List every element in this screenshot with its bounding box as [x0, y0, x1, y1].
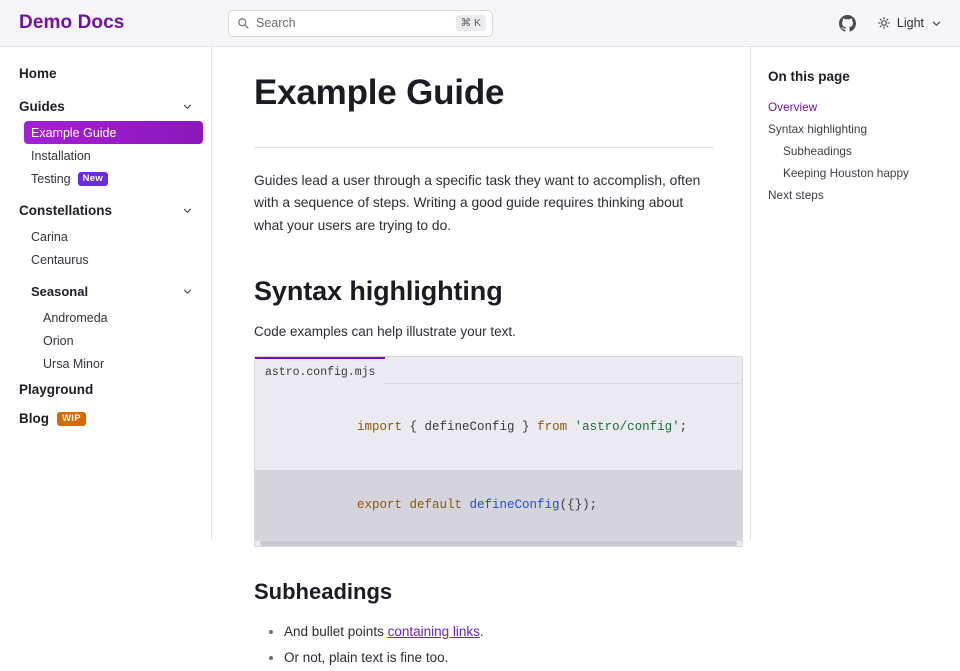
list-item-text: And bullet points	[284, 623, 388, 639]
syntax-paragraph: Code examples can help illustrate your text.	[254, 324, 516, 340]
sidebar-group-seasonal[interactable]	[0, 277, 211, 306]
sidebar-item-example-guide[interactable]: Example Guide	[24, 121, 203, 144]
list-item-text: Or not, plain text is fine too.	[284, 650, 449, 666]
code-token: 'astro/config'	[574, 420, 680, 435]
heading-subheadings: Subheadings	[254, 578, 393, 604]
intro-paragraph: Guides lead a user through a specific task they want to accomplish, often with a sequence of steps. Writing a good guide requires thinking about what your users are trying to do.	[254, 173, 701, 233]
main-content	[212, 47, 750, 666]
code-token: ({});	[559, 497, 598, 512]
chevron-down-icon	[931, 18, 942, 29]
sidebar-item-testing-label: Testing	[31, 171, 71, 186]
code-spacer	[255, 462, 742, 470]
code-token: defineConfig	[469, 497, 560, 512]
sidebar-item-installation[interactable]: Installation	[31, 148, 91, 163]
sidebar-group-constellations[interactable]	[0, 196, 211, 225]
chevron-down-icon	[182, 101, 193, 112]
sun-icon	[878, 17, 890, 29]
search-placeholder: Search	[256, 16, 296, 30]
search-icon	[237, 17, 249, 29]
theme-label: Light	[896, 16, 924, 30]
sidebar-item-testing[interactable]	[0, 167, 211, 190]
bullet-list	[254, 619, 714, 671]
toc-title: On this page	[768, 69, 850, 84]
code-token: from	[537, 420, 575, 435]
sidebar-item-home[interactable]: Home	[19, 66, 57, 81]
site-title[interactable]: Demo Docs	[19, 12, 125, 33]
status-badge: WIP	[57, 412, 86, 426]
inline-link[interactable]: containing links	[387, 623, 480, 639]
heading-syntax-highlighting: Syntax highlighting	[254, 276, 503, 307]
code-token: { defineConfig }	[409, 420, 538, 435]
sidebar-nav	[0, 47, 212, 540]
toc-item-overview[interactable]: Overview	[768, 100, 818, 114]
code-block	[254, 356, 743, 547]
code-scrollbar-thumb[interactable]	[260, 541, 737, 546]
sidebar-group-guides[interactable]	[0, 92, 211, 121]
github-icon[interactable]	[839, 15, 856, 32]
sidebar-item-centaurus[interactable]: Centaurus	[31, 252, 89, 267]
code-tab-astro-config[interactable]: astro.config.mjs	[255, 357, 385, 384]
code-tab-bar	[255, 357, 742, 384]
page-body	[0, 47, 960, 666]
sidebar-item-andromeda[interactable]: Andromeda	[43, 310, 108, 325]
site-header	[0, 0, 960, 47]
code-line	[255, 393, 742, 462]
header-actions	[839, 13, 946, 33]
code-scrollbar[interactable]	[255, 540, 742, 546]
sidebar-group-constellations-label: Constellations	[19, 203, 113, 218]
toc-item-next-steps[interactable]: Next steps	[768, 188, 824, 202]
search-shortcut-badge: ⌘ K	[456, 15, 486, 31]
table-of-contents	[750, 47, 960, 540]
theme-select[interactable]	[872, 13, 946, 33]
sidebar-item-blog-label: Blog	[19, 411, 49, 426]
search-input[interactable]	[228, 10, 493, 37]
code-token: ;	[679, 420, 688, 435]
page-title: Example Guide	[254, 73, 714, 148]
sidebar-group-seasonal-label: Seasonal	[31, 284, 89, 299]
code-line-highlighted	[255, 470, 742, 539]
list-item	[284, 645, 714, 671]
sidebar-item-playground[interactable]: Playground	[19, 382, 94, 397]
code-content	[255, 384, 742, 540]
chevron-down-icon	[182, 205, 193, 216]
sidebar-group-guides-label: Guides	[19, 99, 65, 114]
status-badge: New	[78, 172, 108, 186]
toc-item-syntax-highlighting[interactable]: Syntax highlighting	[768, 122, 868, 136]
toc-item-subheadings[interactable]: Subheadings	[783, 144, 852, 158]
list-item-suffix: .	[479, 623, 484, 639]
code-token: import	[357, 420, 410, 435]
sidebar-item-orion[interactable]: Orion	[43, 333, 74, 348]
code-token: export default	[357, 497, 470, 512]
chevron-down-icon	[182, 286, 193, 297]
sidebar-item-carina[interactable]: Carina	[31, 229, 68, 244]
sidebar-item-ursa-minor[interactable]: Ursa Minor	[43, 356, 105, 371]
sidebar-item-blog[interactable]	[0, 404, 211, 433]
list-item	[284, 619, 714, 645]
toc-item-keeping-houston-happy[interactable]: Keeping Houston happy	[783, 166, 909, 180]
